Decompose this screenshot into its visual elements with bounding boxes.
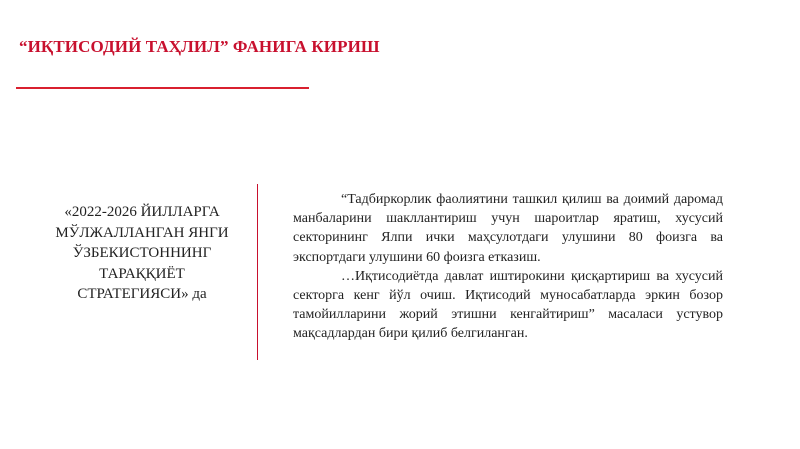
vertical-divider (257, 184, 258, 360)
quote-block (293, 190, 723, 344)
slide-title: “ИҚТИСОДИЙ ТАҲЛИЛ” ФАНИГА КИРИШ (19, 37, 380, 56)
quote-paragraph-2: …Иқтисодиётда давлат иштирокини қисқартириш ва хусусий секторга кенг йўл очиш. Иқтисодий муносабатларда эркин бозор тамойилларини жорий этишни кенгайтириш” масаласи устувор мақсадлардан бири қилиб белгиланган. (293, 268, 723, 342)
quote-paragraph-1: “Тадбиркорлик фаолиятини ташкил қилиш ва доимий даромад манбаларини шакллантириш учун шароитлар яратиш, хусусий секторининг Ялпи ички маҳсулотдаги улушини 80 фоизга ва экспортдаги улушини 60 фоизга етказиш. (293, 192, 723, 265)
strategy-caption: «2022-2026 ЙИЛЛАРГА МЎЛЖАЛЛАНГАН ЯНГИ ЎЗБЕКИСТОННИНГ ТАРАҚҚИЁТ СТРАТЕГИЯСИ» да (55, 204, 229, 302)
title-underline (16, 87, 309, 89)
